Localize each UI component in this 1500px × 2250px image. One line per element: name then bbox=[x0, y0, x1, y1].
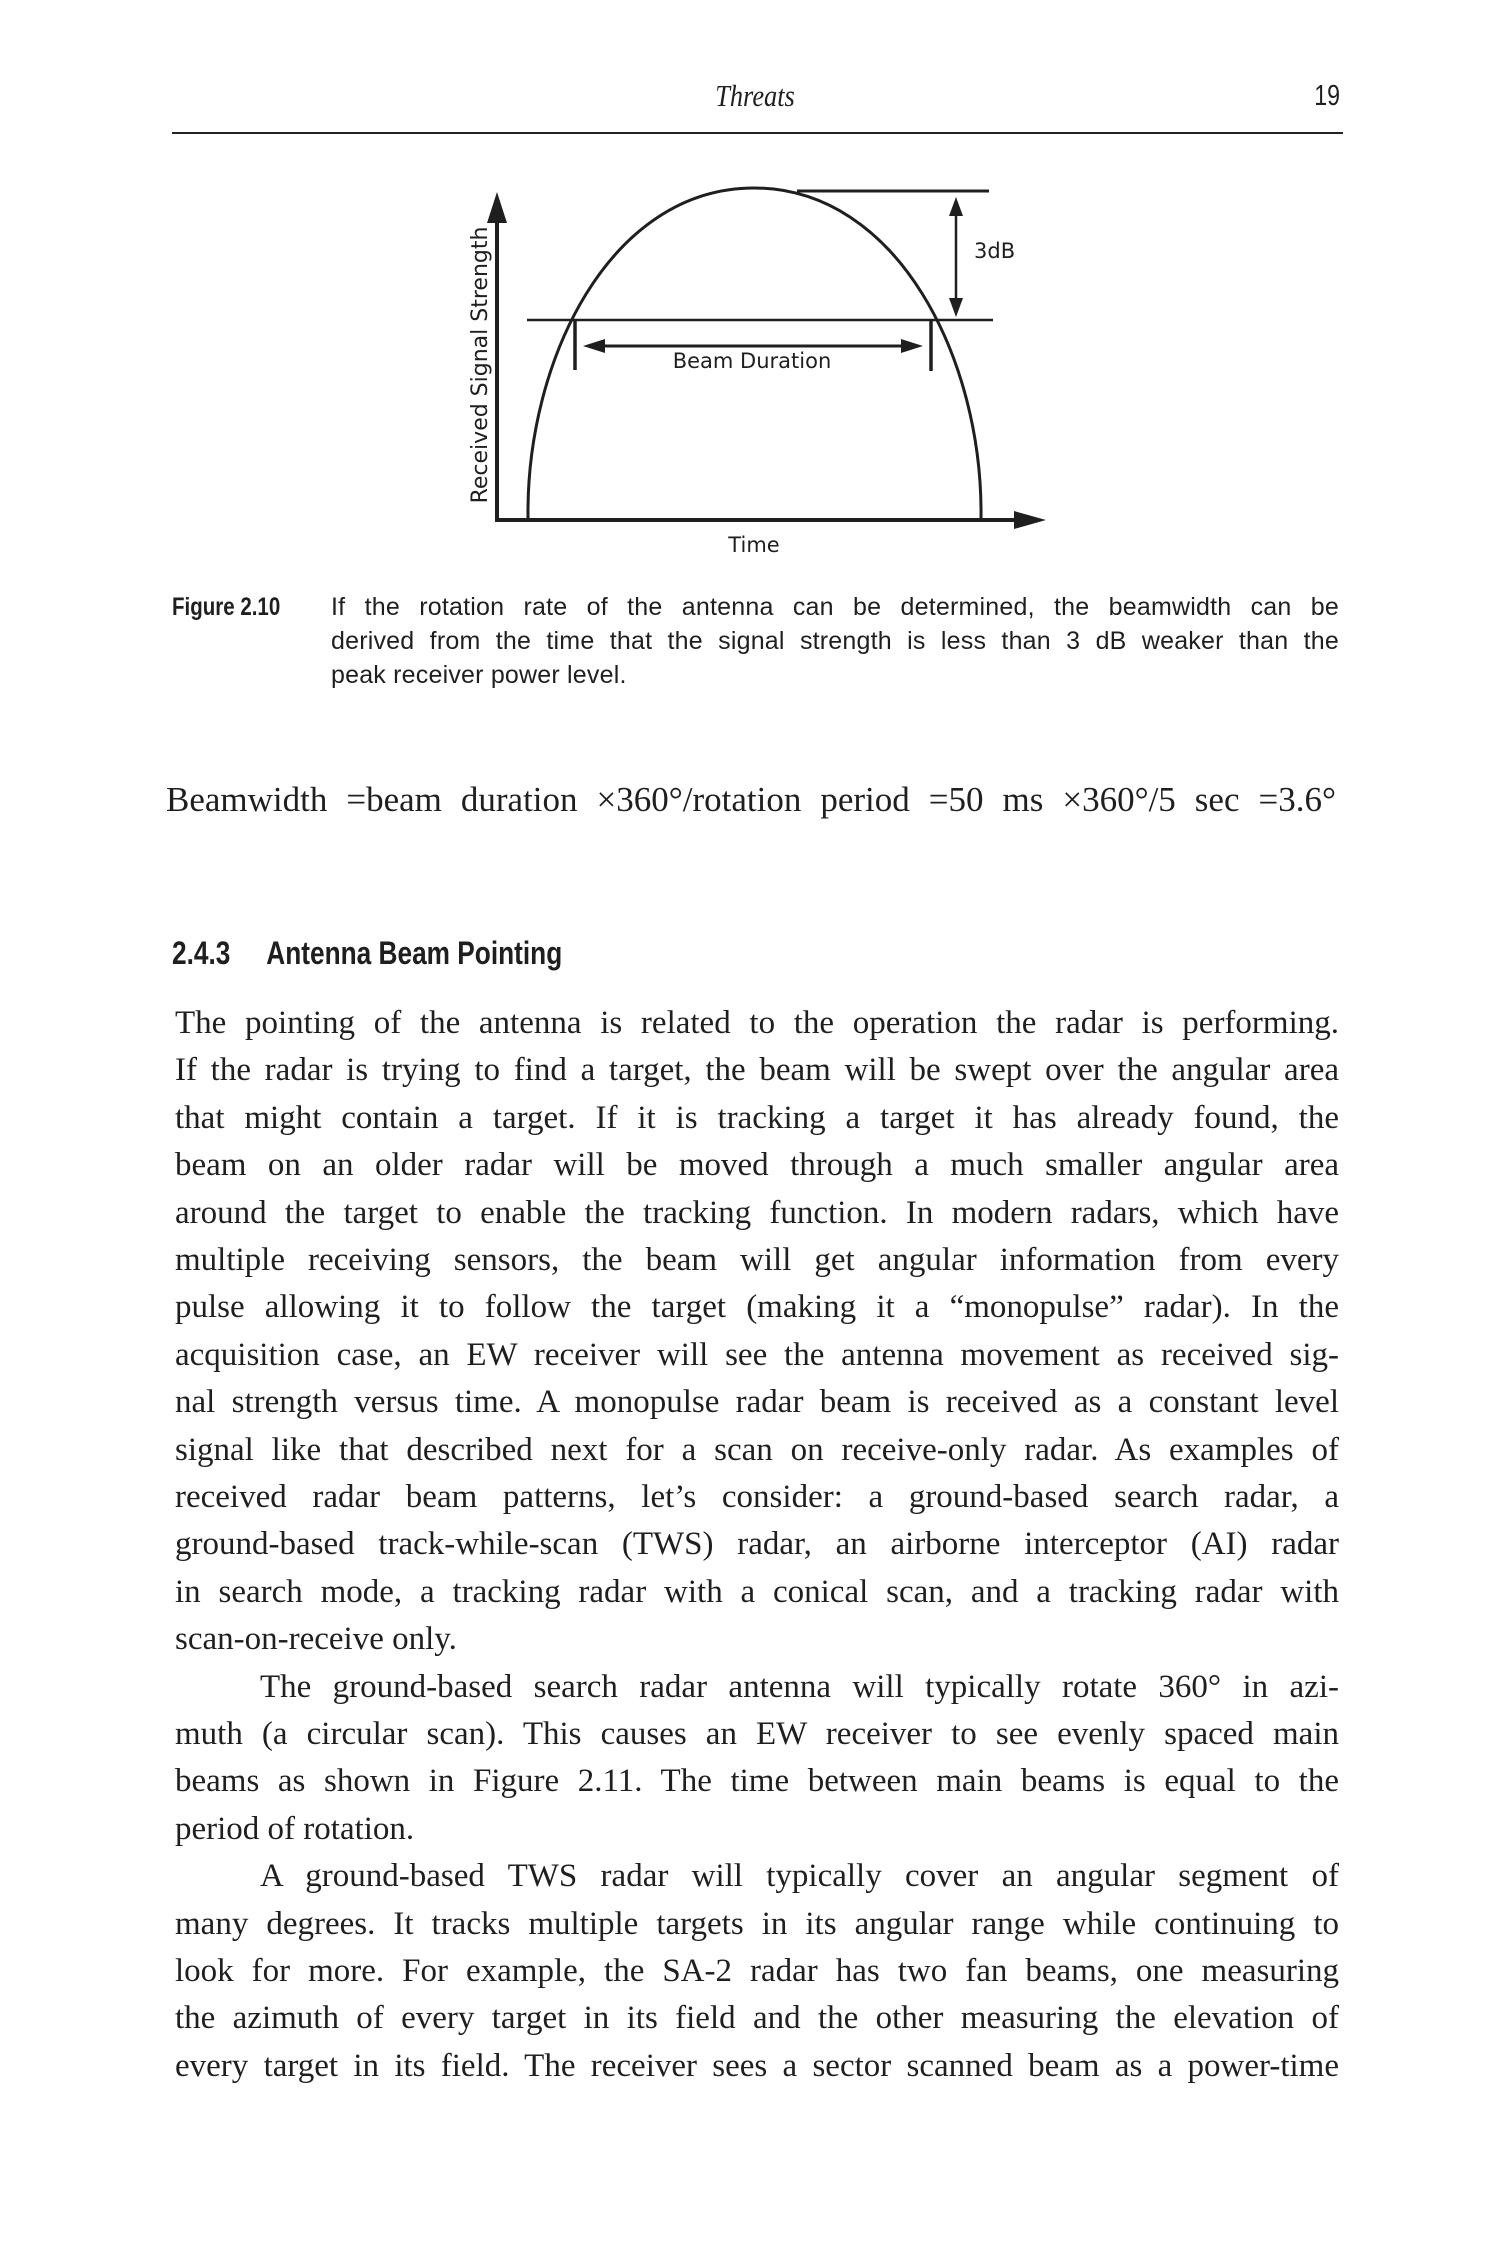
body-line bbox=[175, 1427, 1339, 1474]
body-line-text: acquisition case, an EW receiver will see the antenna movement as received sig- bbox=[175, 1336, 1339, 1373]
body-line-text: around the target to enable the tracking function. In modern radars, which have bbox=[175, 1194, 1339, 1231]
figure-beam-diagram bbox=[440, 160, 1080, 560]
body-line bbox=[175, 1948, 1339, 1995]
body-line bbox=[175, 1190, 1339, 1237]
body-line bbox=[175, 2043, 1339, 2090]
x-axis-arrowhead bbox=[1014, 511, 1046, 529]
caption-text: peak receiver power level. bbox=[331, 661, 627, 689]
body-line bbox=[175, 1379, 1339, 1426]
body-line bbox=[175, 1569, 1339, 1616]
body-line bbox=[175, 1095, 1339, 1142]
body-line bbox=[175, 1901, 1339, 1948]
caption-text: derived from the time that the signal strength is less than 3 dB weaker than the bbox=[331, 627, 1339, 655]
body-line bbox=[175, 1711, 1339, 1758]
body-line-text: beam on an older radar will be moved through a much smaller angular area bbox=[175, 1147, 1339, 1184]
figure-caption-label: Figure 2.10 bbox=[172, 593, 281, 621]
body-line-text: multiple receiving sensors, the beam will get angular information from every bbox=[175, 1242, 1339, 1278]
caption-text: If the rotation rate of the antenna can be determined, the beamwidth can be bbox=[331, 593, 1339, 621]
body-line bbox=[175, 1616, 1339, 1663]
header-rule bbox=[172, 132, 1343, 134]
body-line bbox=[175, 1806, 1339, 1853]
body-line-text: beams as shown in Figure 2.11. The time between main beams is equal to the bbox=[175, 1763, 1339, 1800]
beam-duration-label: Beam Duration bbox=[672, 349, 832, 373]
section-heading bbox=[172, 935, 562, 972]
page-number: 19 bbox=[1314, 80, 1340, 112]
body-line-text: pulse allowing it to follow the target (making it a “monopulse” radar). In the bbox=[175, 1289, 1339, 1326]
body-line bbox=[175, 1284, 1339, 1331]
body-line-text: every target in its field. The receiver sees a sector scanned beam as a power-time bbox=[175, 2047, 1339, 2084]
body-line-text: look for more. For example, the SA-2 radar has two fan beams, one measuring bbox=[175, 1953, 1339, 1989]
x-axis-label: Time bbox=[728, 533, 780, 557]
body-line-text: period of rotation. bbox=[175, 1810, 415, 1847]
body-line bbox=[175, 1047, 1339, 1094]
body-line bbox=[175, 1237, 1339, 1284]
body-line bbox=[175, 1521, 1339, 1568]
body-line-text: scan-on-receive only. bbox=[175, 1621, 457, 1658]
figure-caption-line bbox=[331, 593, 1339, 622]
three-db-arrow bbox=[949, 197, 963, 317]
y-axis-label: Received Signal Strength bbox=[468, 226, 493, 504]
body-line bbox=[260, 1664, 1339, 1711]
body-line-text: muth (a circular scan). This causes an EW receiver to see evenly spaced main bbox=[175, 1716, 1339, 1752]
body-line-text: ground-based track-while-scan (TWS) radar, an airborne interceptor (AI) radar bbox=[175, 1526, 1339, 1563]
body-line-text: A ground-based TWS radar will typically cover an angular segment of bbox=[260, 1858, 1339, 1895]
running-title: Threats bbox=[715, 78, 795, 113]
body-line-text: signal like that described next for a scan on receive-only radar. As examples of bbox=[175, 1431, 1339, 1468]
body-line-text: nal strength versus time. A monopulse radar beam is received as a constant level bbox=[175, 1384, 1339, 1421]
section-number: 2.4.3 bbox=[172, 935, 231, 971]
body-line-text: received radar beam patterns, let’s consider: a ground-based search radar, a bbox=[175, 1479, 1339, 1515]
body-line-text: the azimuth of every target in its field and the other measuring the elevation of bbox=[175, 2000, 1339, 2037]
figure-caption-line bbox=[331, 627, 1339, 656]
beamwidth-equation bbox=[166, 780, 1336, 820]
body-line bbox=[175, 1474, 1339, 1521]
body-line-text: in search mode, a tracking radar with a conical scan, and a tracking radar with bbox=[175, 1573, 1339, 1610]
y-axis-arrowhead bbox=[487, 192, 507, 223]
body-line-text: If the radar is trying to find a target, the beam will be swept over the angular area bbox=[175, 1052, 1339, 1089]
body-line bbox=[175, 1000, 1339, 1047]
equation-text: Beamwidth =beam duration ×360°/rotation period =50 ms ×360°/5 sec =3.6° bbox=[166, 780, 1336, 819]
body-line bbox=[175, 1758, 1339, 1805]
body-line-text: The ground-based search radar antenna will typically rotate 360° in azi- bbox=[260, 1668, 1339, 1705]
body-line-text: many degrees. It tracks multiple targets in its angular range while continuing to bbox=[175, 1905, 1339, 1942]
body-line-text: The pointing of the antenna is related to the operation the radar is performing. bbox=[175, 1005, 1339, 1041]
body-line-text: that might contain a target. If it is tracking a target it has already found, the bbox=[175, 1099, 1339, 1136]
section-title: Antenna Beam Pointing bbox=[266, 935, 563, 971]
body-line bbox=[175, 1995, 1339, 2042]
body-line bbox=[175, 1142, 1339, 1189]
figure-caption-line bbox=[331, 661, 1339, 690]
body-line bbox=[175, 1332, 1339, 1379]
three-db-label: 3dB bbox=[974, 239, 1016, 263]
body-line bbox=[260, 1853, 1339, 1900]
